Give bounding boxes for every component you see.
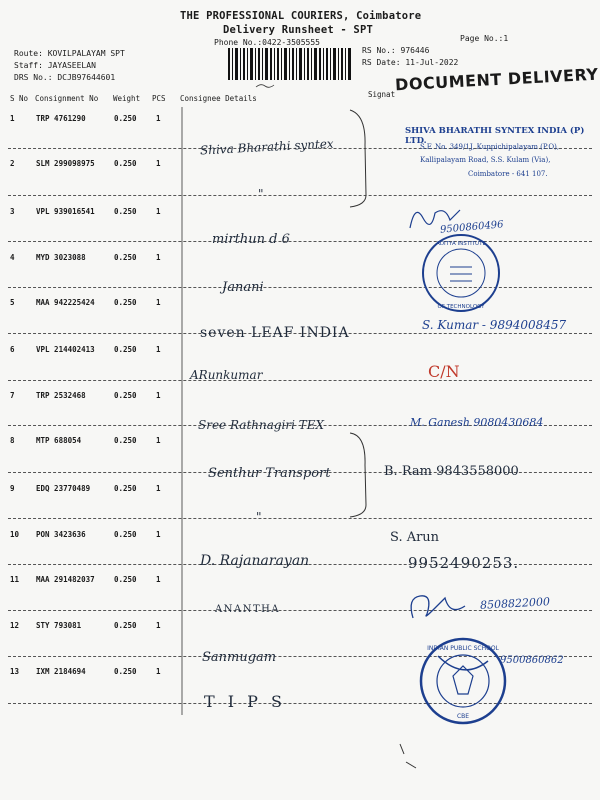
row-pcs: 1 [156,575,161,584]
row-weight: 0.250 [114,345,137,354]
col-sno: S No [10,94,29,103]
consignee-hand-4: Janani [222,280,264,295]
phone-row10: 9952490253. [408,554,520,572]
row-pcs: 1 [156,621,161,630]
runsheet-subtitle: Delivery Runsheet - SPT [223,24,373,36]
shiva-stamp-addr1: S.F. No. 349/1J, Kuppichipalayam (P.O), [420,143,560,151]
row-pcs: 1 [156,436,161,445]
signature-row7: M. Ganesh 9080430684 [410,416,544,429]
consignee-hand-13: T I P S [204,692,286,711]
document-delivery-stamp: DOCUMENT DELIVERY [394,64,599,95]
row-sno: 12 [10,621,20,630]
row-consignment-no: VPL 939016541 [36,207,95,216]
row-weight: 0.250 [114,159,137,168]
consignee-hand-7: Sree Rathnagiri TEX [198,418,325,432]
col-weight: Weight [113,94,141,103]
row-pcs: 1 [156,298,161,307]
shiva-stamp-addr2: Kallipalayam Road, S.S. Kulam (Via), [420,156,551,164]
barcode [228,48,353,80]
signature-row5: S. Kumar - 9894008457 [422,318,567,332]
row-sno: 1 [10,114,15,123]
company-title: THE PROFESSIONAL COURIERS, Coimbatore [180,10,422,22]
consignee-hand-1: Shiva Bharathi syntex [199,136,334,158]
row-consignment-no: STY 793081 [36,621,82,630]
consignee-hand-9: " [256,510,262,524]
row-pcs: 1 [156,391,161,400]
row-pcs: 1 [156,159,161,168]
col-consignee: Consignee Details [180,94,257,103]
col-pcs: PCS [152,94,166,103]
row-weight: 0.250 [114,207,137,216]
row-sno: 7 [10,391,15,400]
svg-text:ADITYA INSTITUTE: ADITYA INSTITUTE [436,241,486,247]
consignee-hand-5: seven LEAF INDIA [200,325,350,341]
row-sno: 6 [10,345,15,354]
row-weight: 0.250 [114,575,137,584]
row-sno: 3 [10,207,15,216]
row-sno: 11 [10,575,20,584]
phone-row3: 9500860496 [439,219,504,236]
row-weight: 0.250 [114,436,137,445]
row-sno: 8 [10,436,15,445]
row-pcs: 1 [156,253,161,262]
row-weight: 0.250 [114,114,137,123]
row-weight: 0.250 [114,484,137,493]
row-consignment-no: MTP 688054 [36,436,82,445]
row-weight: 0.250 [114,530,137,539]
consignee-hand-11: ANANTHA [215,604,281,615]
school-seal-stamp [418,636,508,726]
phone-row12: 9500860862 [500,655,564,666]
signature-row11 [405,588,475,628]
page-number: Page No.:1 [460,34,509,43]
consignee-hand-3: mirthun d 6 [212,232,290,247]
row-pcs: 1 [156,114,161,123]
rs-date: RS Date: 11-Jul-2022 [362,58,459,67]
consignee-hand-2: " [258,187,264,201]
row-sno: 2 [10,159,15,168]
consignee-hand-8: Senthur Transport [208,466,331,481]
route-label: Route: KOVILPALAYAM SPT [14,49,125,58]
row-sno: 13 [10,667,20,676]
phone-number: Phone No.:0422-3505555 [214,38,320,47]
svg-text:OF TECHNOLOGY: OF TECHNOLOGY [437,304,485,310]
row-weight: 0.250 [114,391,137,400]
row-consignment-no: SLM 299098975 [36,159,95,168]
row-sno: 4 [10,253,15,262]
shiva-stamp-addr3: Coimbatore - 641 107. [468,170,548,178]
consignee-hand-6: ARunkumar [190,368,263,382]
row-sno: 10 [10,530,20,539]
stray-pen-mark [398,742,420,770]
row-weight: 0.250 [114,621,137,630]
phone-row11: 8508822000 [479,595,551,612]
row-pcs: 1 [156,530,161,539]
row-sno: 9 [10,484,15,493]
col-consignment: Consignment No [35,94,99,103]
row-consignment-no: MAA 942225424 [36,298,95,307]
row-weight: 0.250 [114,253,137,262]
rs-number: RS No.: 976446 [362,46,430,55]
col-signature: Signat [368,90,396,99]
row-sno: 5 [10,298,15,307]
svg-text:CBE: CBE [456,713,470,720]
row-consignment-no: EDQ 23770489 [36,484,91,493]
consignee-hand-10: D. Rajanarayan [200,553,310,569]
cn-mark-row6: C/N [428,362,460,381]
pen-mark [255,82,275,90]
handwritten-brackets [180,105,380,725]
staff-label: Staff: JAYASEELAN [14,61,96,70]
row-consignment-no: TRP 2532468 [36,391,86,400]
row-consignment-no: PON 3423636 [36,530,86,539]
row-consignment-no: IXM 2184694 [36,667,86,676]
row-consignment-no: MYD 3023088 [36,253,86,262]
row-pcs: 1 [156,207,161,216]
row-consignment-no: VPL 214402413 [36,345,95,354]
row-pcs: 1 [156,484,161,493]
row-weight: 0.250 [114,667,137,676]
row-consignment-no: MAA 291482037 [36,575,95,584]
drs-number: DRS No.: DCJB97644601 [14,73,116,82]
aditya-seal-stamp [420,232,502,314]
signature-row8: B. Ram 9843558000 [384,464,519,479]
shiva-stamp-name: SHIVA BHARATHI SYNTEX INDIA (P) LTD. [405,126,585,146]
consignee-hand-12: Sanmugam [202,650,277,665]
row-weight: 0.250 [114,298,137,307]
row-pcs: 1 [156,345,161,354]
signature-row10-name: S. Arun [390,530,440,545]
row-pcs: 1 [156,667,161,676]
row-consignment-no: TRP 4761290 [36,114,86,123]
svg-text:INDIAN PUBLIC SCHOOL: INDIAN PUBLIC SCHOOL [427,645,499,652]
